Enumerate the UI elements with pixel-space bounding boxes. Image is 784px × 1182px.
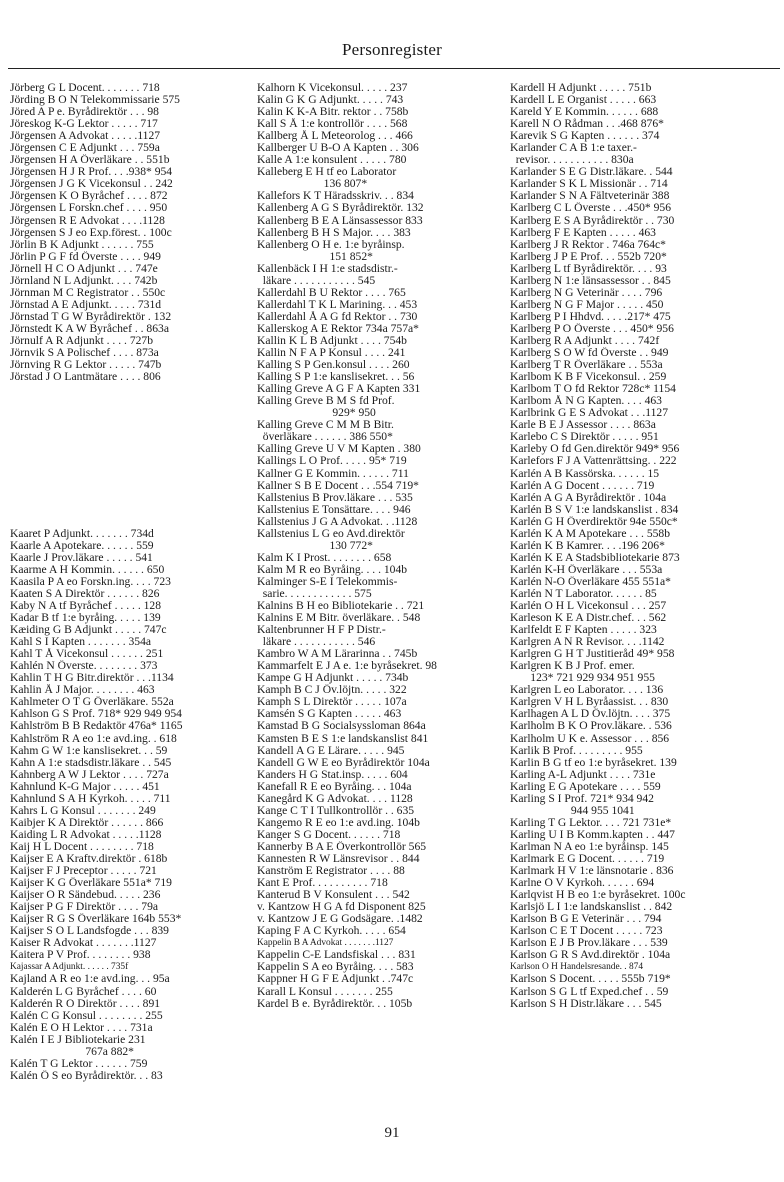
register-entry: Karlholm B K O Prov.läkare. . 536 [510,720,672,733]
register-entry: 944 955 1041 [510,804,635,817]
register-entry: Karleby O fd Gen.direktör 949* 956 [510,443,680,456]
register-entry [10,504,246,516]
register-entry: Kallenberg O H e. 1:e byråinsp. [257,238,405,251]
register-entry [10,480,246,492]
register-entry [10,455,246,467]
register-entry: Jörgensen H A Överläkare . . 551b [10,154,170,167]
register-entry: Kappelin S A eo Byråing. . . . 583 [257,961,414,974]
register-entry: Karell N O Rådman . . .468 876* [510,118,664,131]
register-entry [10,419,246,431]
register-entry [10,407,246,419]
register-entry: Kahlén N Överste. . . . . . . . 373 [10,660,158,673]
register-entry: Jörgensen S J eo Exp.förest. . 100c [10,226,172,239]
register-entry: Kaiding L R Advokat . . . . .1128 [10,828,162,841]
register-entry [10,395,246,407]
register-entry: Karlgren K B J Prof. emer. [510,660,635,673]
register-entry: Karlbom Å N G Kapten. . . . 463 [510,395,662,408]
register-entry: Kahlström R A eo 1:e avd.ing. . 618 [10,732,177,745]
register-entry: Kahlson G S Prof. 718* 929 949 954 [10,708,182,721]
register-entry: Karlbom K B F Vicekonsul. . 259 [510,371,667,384]
register-entry: Jörnell H C O Adjunkt . . . 747e [10,262,158,275]
register-entry: Kallner G E Kommin. . . . . . 711 [257,467,409,480]
register-entry: Kalhorn K Vicekonsul. . . . . 237 [257,82,408,94]
register-entry: Kappelin B A Advokat . . . . . . .1127 [257,938,394,949]
register-entry: Karlfeldt E F Kapten . . . . . 323 [510,624,657,637]
register-entry: Karle B E J Assessor . . . . 863a [510,419,656,432]
register-entry: Kaltenbrunner H F P Distr.- [257,624,386,637]
register-entry: Karlberg N G Veterinär . . . . 796 [510,286,663,299]
register-entry: Karlhagen A L D Öv.löjtn. . . . 375 [510,708,671,721]
register-entry: Kall S Å 1:e kontrollör . . . . 568 [257,118,408,131]
register-entry: Jörgensen R E Advokat . . . .1128 [10,214,165,227]
register-entry: Kalling Greve C M M B Bitr. [257,419,394,432]
register-entry: Kallberg Å L Meteorolog . . . 466 [257,130,413,143]
register-entry [10,492,246,504]
register-entry: Kammarfelt E J A e. 1:e byråsekret. 98 [257,660,437,673]
register-entry: Kallerdahl T K L Marining. . . 453 [257,298,418,311]
register-entry: Kallstenius L G eo Avd.direktör [257,527,405,540]
register-entry: 929* 950 [257,407,376,420]
register-entry: Karlén G H Överdirektör 94e 550c* [510,515,678,528]
register-entry: Kahlmeter O T G Överläkare. 552a [10,696,174,709]
register-entry: Kamstad B G Socialsyssloman 864a [257,720,426,733]
register-entry: Kallefors K T Häradsskriv. . . 834 [257,190,414,203]
register-entry: Karlén K B Kamrer. . . .196 206* [510,539,665,552]
register-entry: Kaiser R Advokat . . . . . . .1127 [10,937,157,950]
register-entry: Karlén B S V 1:e landskanslist . 834 [510,503,679,516]
register-entry: Jörgensen H J R Prof. . . .938* 954 [10,166,173,179]
register-entry: läkare . . . . . . . . . . . 546 [257,636,376,649]
register-entry: Jörding B O N Telekommissarie 575 [10,94,180,107]
register-entry: Karlson O H Handelsresande. . 874 [510,962,644,973]
register-column-3 [510,82,772,1010]
register-entry: Karlberg N G F Major . . . . . 450 [510,298,664,311]
register-entry: Kallin K L B Adjunkt . . . . 754b [257,334,407,347]
register-entry: Jörnstad T G W Byrådirektör . 132 [10,310,172,323]
register-entry: Kaijser R G S Överläkare 164b 553* [10,913,182,926]
register-entry: Jörlin B K Adjunkt . . . . . . 755 [10,238,154,251]
header-rule [8,68,780,69]
register-entry: Kaarle A Apotekare. . . . . . 559 [10,539,154,552]
register-entry: Kaaten S A Direktör . . . . . . 826 [10,587,160,600]
register-entry: Karlberg E S A Byrådirektör . . 730 [510,214,675,227]
register-entry: Karlik B Prof. . . . . . . . . 955 [510,744,643,757]
register-entry: Kaijser E A Kraftv.direktör . 618b [10,853,168,865]
register-entry: Karlberg J R Rektor . 746a 764c* [510,238,666,251]
register-entry: Kallenberg A G S Byrådirektör. 132 [257,202,424,215]
register-entry: Karling E G Apotekare . . . . 559 [510,780,661,793]
register-entry: Kanger S G Docent. . . . . . 718 [257,828,401,841]
register-entry: Kallstenius E Tonsättare. . . . 946 [257,503,411,516]
register-entry: Kahl S I Kapten . . . . . . . 354a [10,636,152,649]
register-entry: Kahlström B B Redaktör 476a* 1165 [10,720,183,733]
register-entry: Jörberg G L Docent. . . . . . . 718 [10,82,160,94]
register-column-1 [10,82,246,1082]
register-entry: Karlander S E G Distr.läkare. . 544 [510,166,673,179]
register-entry: Kannerby B A E Överkontrollör 565 [257,840,427,853]
register-entry: Jöred A P e. Byrådirektör . . . 98 [10,106,159,119]
register-entry: Kahnlund S A H Kyrkoh. . . . . 711 [10,792,171,805]
register-entry: Kajassar A Adjunkt. . . . . . 735f [10,962,129,973]
register-entry: Karlén N-O Överläkare 455 551a* [510,575,671,588]
register-entry: Kahn A 1:e stadsdistr.läkare . . 545 [10,756,172,769]
register-entry: Kaijser K G Överläkare 551a* 719 [10,877,172,890]
register-entry: Karlander S N A Fältveterinär 388 [510,190,670,203]
register-entry: Kalin G K G Adjunkt. . . . . 743 [257,94,404,107]
register-entry: Karlberg N 1:e länsassessor . . 845 [510,274,671,287]
register-entry: Kannesten R W Länsrevisor . . 844 [257,853,420,865]
register-entry: Kallstenius J G A Advokat. . .1128 [257,515,418,528]
register-entry: Kahl T Å Vicekonsul . . . . . . 251 [10,648,164,661]
register-entry: Karlholm U K e. Assessor . . . 856 [510,732,670,745]
register-entry: överläkare . . . . . . 386 550* [257,431,393,444]
register-entry: Kaijser O R Sändebud. . . . . 236 [10,889,161,902]
register-entry: Kalling S P Gen.konsul . . . . 260 [257,359,410,372]
register-entry: Karlén A G Docent . . . . . . 719 [510,479,655,492]
register-entry: v. Kantzow J E G Godsägare. .1482 [257,913,423,926]
register-entry: Jöreskog K-G Lektor . . . . . 717 [10,118,158,131]
register-entry: Kappelin C-E Landsfiskal . . . 831 [257,949,416,962]
register-entry: Karlson S G L tf Exped.chef . . 59 [510,985,669,998]
register-entry: Kaibjer K A Direktör . . . . . . 866 [10,816,164,829]
register-entry: Karlberg S O W fd Överste . . 949 [510,347,669,360]
register-entry: Kalderén R O Direktör . . . . 891 [10,997,161,1010]
register-entry: Kahnberg A W J Lektor . . . . 727a [10,768,169,781]
register-entry: revisor. . . . . . . . . . . 830a [510,154,634,167]
page-number: 91 [384,1125,400,1141]
register-entry: Kardel B e. Byrådirektör. . . 105b [257,997,413,1010]
register-entry: Jörgensen A Advokat . . . . .1127 [10,130,161,143]
register-entry: Kalén C G Konsul . . . . . . . . 255 [10,1009,163,1022]
register-entry: Kahrs L G Konsul . . . . . . . 249 [10,804,156,817]
register-entry: Jörnvik S A Polischef . . . . 873a [10,347,159,360]
register-entry: Jörnulf A R Adjunkt . . . . 727b [10,334,154,347]
register-entry: 130 772* [257,539,373,552]
register-entry: Karlgren V H L Byråassist. . . 830 [510,696,669,709]
register-entry: Kalén Ö S eo Byrådirektör. . . 83 [10,1069,163,1082]
register-entry: Kallerdahl Å A G fd Rektor . . 730 [257,310,418,323]
register-column-2 [257,82,493,1010]
register-entry: Karlén N T Laborator. . . . . . 85 [510,587,657,600]
register-entry: Karlén O H L Vicekonsul . . . 257 [510,600,667,613]
page-title: Personregister [341,40,443,59]
register-entry: Kanefall R E eo Byråing. . . 104a [257,780,412,793]
register-entry: Karlberg F E Kapten . . . . . 463 [510,226,656,239]
register-entry: Kange C T I Tullkontrollör . . 635 [257,804,415,817]
register-entry: Kallenberg B E A Länsassessor 833 [257,214,423,227]
register-entry: Kalm M R eo Byråing. . . . 104b [257,563,408,576]
register-entry: 151 852* [257,250,373,263]
register-entry: Kaijser S O L Landsfogde . . . 839 [10,925,169,938]
register-entry: Jörnman M C Registrator . . 550c [10,286,166,299]
register-entry: Karlgren G H T Justitieråd 49* 958 [510,648,675,661]
register-entry: Kalin K K-A Bitr. rektor . . 758b [257,106,409,119]
register-entry: v. Kantzow H G A fd Disponent 825 [257,901,426,914]
register-entry: Karlsjö L I 1:e landskanslist . . 842 [510,901,673,914]
register-entry: Kamsten B E S 1:e landskanslist 841 [257,732,429,745]
register-entry: Kalnins B H eo Bibliotekarie . . 721 [257,600,425,613]
register-entry: Karlberg C L Överste . . .450* 956 [510,202,671,215]
register-entry: Jörnving R G Lektor . . . . . 747b [10,359,162,372]
register-entry: Kallings L O Prof. . . . . 95* 719 [257,455,407,468]
register-entry: Karlberg L tf Byrådirektör. . . . 93 [510,262,667,275]
register-entry: Kant E Prof. . . . . . . . . . 718 [257,877,388,890]
register-entry: Kalling Greve A G F A Kapten 331 [257,383,421,396]
register-entry: Kaij H L Docent . . . . . . . . 718 [10,840,154,853]
register-entry: Kanders H G Stat.insp. . . . . 604 [257,768,408,781]
register-entry: Kaijser F J Preceptor . . . . . 721 [10,865,157,878]
register-entry: Kareld Y E Kommin. . . . . . 688 [510,106,659,119]
register-entry: Karlson C E T Docent . . . . . 723 [510,925,663,938]
register-entry: Karlson G R S Avd.direktör . 104a [510,949,671,962]
register-entry: Kahnlund K-G Major . . . . . 451 [10,780,160,793]
register-entry: Kalminger S-E I Telekommis- [257,575,398,588]
register-entry: Karling S I Prof. 721* 934 942 [510,792,654,805]
register-entry: Kallerskog A E Rektor 734a 757a* [257,322,419,335]
register-entry: Karlén A B Kassörska. . . . . . 15 [510,467,660,480]
register-entry [10,468,246,480]
register-entry: Karlén K A M Apotekare . . . 558b [510,527,671,540]
register-entry: Karlgren L eo Laborator. . . . 136 [510,684,664,697]
register-entry: Karlson S H Distr.läkare . . . 545 [510,997,662,1010]
register-entry: Karlberg P O Överste . . . 450* 956 [510,322,674,335]
register-entry: Kangemo R E eo 1:e avd.ing. 104b [257,816,420,829]
register-entry: Kaarle J Prov.läkare . . . . . 541 [10,551,153,564]
register-entry: Jörgensen J G K Vicekonsul . . 242 [10,178,173,191]
register-entry: Karlén K-H Överläkare . . . 553a [510,563,663,576]
register-entry: Kæiding G B Adjunkt . . . . . 747c [10,624,167,637]
register-entry: Karlgren A N R Revisor. . . .1142 [510,636,665,649]
register-entry: Karlin B G tf eo 1:e byråsekret. 139 [510,756,677,769]
register-entry: Kallin N F A P Konsul . . . . 241 [257,347,406,360]
register-entry: Kappner H G F E Adjunkt . .747c [257,973,414,986]
register-entry: Kalleberg E H tf eo Laborator [257,166,397,179]
register-entry: Kalling Greve U V M Kapten . 380 [257,443,421,456]
register-entry: Kalén E O H Lektor . . . . 731a [10,1021,153,1034]
register-entry: Karlander C A B 1:e taxer.- [510,142,637,155]
register-entry: Kanterud B V Konsulent . . . 542 [257,889,410,902]
register-entry: Kalderén L G Byråchef . . . . 60 [10,985,157,998]
register-entry [10,443,246,455]
register-entry: Jörgensen C E Adjunkt . . . 759a [10,142,160,155]
register-entry: Karlebo C S Direktör . . . . . 951 [510,431,659,444]
register-entry: Karlberg P I Hhdvd. . . . .217* 475 [510,310,671,323]
register-entry: 767a 882* [10,1045,134,1058]
register-entry: Kampe G H Adjunkt . . . . . 734b [257,672,409,685]
register-entry: Karlefors F J A Vattenrättsing. . 222 [510,455,677,468]
register-entry: Kahlin Å J Major. . . . . . . . 463 [10,684,155,697]
register-entry: Jörstad J O Lantmätare . . . . 806 [10,371,161,384]
register-entry: Kallenbäck I H 1:e stadsdistr.- [257,262,398,275]
register-entry: Kaarme A H Kommin. . . . . . 650 [10,563,165,576]
register-entry: Kamph B C J Öv.löjtn. . . . . 322 [257,684,407,697]
register-entry: Karlmark H V 1:e länsnotarie . 836 [510,865,674,878]
register-entry: Kaitera P V Prof. . . . . . . . 938 [10,949,151,962]
register-entry: läkare . . . . . . . . . . . 545 [257,274,376,287]
register-entry: Karlmark E G Docent. . . . . . 719 [510,853,665,865]
register-entry: Karling U I B Komm.kapten . . 447 [510,828,675,841]
register-entry [10,431,246,443]
register-entry: Karlqvist H B eo 1:e byråsekret. 100c [510,889,686,902]
register-entry: Jörgensen L Forskn.chef . . . . 950 [10,202,168,215]
register-entry: Kaaret P Adjunkt. . . . . . . 734d [10,527,154,540]
register-entry: Karlson E J B Prov.läkare . . . 539 [510,937,668,950]
register-entry: Kalén T G Lektor . . . . . . 759 [10,1057,148,1070]
register-entry [10,383,246,395]
register-entry: Karlman N A eo 1:e byråinsp. 145 [510,840,669,853]
register-entry: 123* 721 929 934 951 955 [510,672,655,685]
register-entry: Jörnland N L Adjunkt. . . . 742b [10,274,158,287]
register-entry [10,516,246,528]
register-entry: Karlbom T O fd Rektor 728c* 1154 [510,383,676,396]
register-entry: Kahlin T H G Bitr.direktör . . .1134 [10,672,174,685]
register-entry: Kadar B tf 1:e byråing. . . . . 139 [10,612,161,625]
register-entry: Karlbrink G E S Advokat . . .1127 [510,407,669,420]
register-entry: Kalén I E J Bibliotekarie 231 [10,1033,146,1046]
register-entry: Kaijser P G F Direktör . . . . 79a [10,901,159,914]
register-entry: Kallstenius B Prov.läkare . . . 535 [257,491,413,504]
register-entry: Karlne O V Kyrkoh. . . . . . 694 [510,877,655,890]
register-entry: Kalling Greve B M S fd Prof. [257,395,395,408]
register-entry: Jörnstedt K A W Byråchef . . 863a [10,322,169,335]
register-entry: Kandell A G E Lärare. . . . . 945 [257,744,405,757]
register-entry: Kahm G W 1:e kanslisekret. . . 59 [10,744,168,757]
register-entry: Kallerdahl B U Rektor . . . . 765 [257,286,406,299]
register-entry: Karlén K E A Stadsbibliotekarie 873 [510,551,680,564]
register-entry: Jörnstad A E Adjunkt. . . . . 731d [10,298,162,311]
register-entry: Kallner S B E Docent . . .554 719* [257,479,419,492]
register-entry: Kandell G W E eo Byrådirektör 104a [257,756,430,769]
register-entry: Kardell H Adjunkt . . . . . 751b [510,82,652,94]
register-entry: Kaby N A tf Byråchef . . . . . 128 [10,600,162,613]
register-entry: Jörgensen K O Byråchef . . . . 872 [10,190,168,203]
register-entry: Karling T G Lektor. . . . 721 731e* [510,816,672,829]
register-entry: Kamph S L Direktör . . . . . 107a [257,696,407,709]
register-entry: Kambro W A M Lärarinna . . 745b [257,648,418,661]
register-entry: Karlson S Docent. . . . . 555b 719* [510,973,671,986]
register-entry: Jörlin P G F fd Överste . . . . 949 [10,250,161,263]
register-entry: Kalling S P 1:e kanslisekret. . . 56 [257,371,415,384]
register-entry: Kaasila P A eo Forskn.ing. . . . 723 [10,575,171,588]
register-entry: Karlberg R A Adjunkt . . . . 742f [510,334,660,347]
register-entry: Karlén A G A Byrådirektör . 104a [510,491,667,504]
register-entry: Karlson B G E Veterinär . . . 794 [510,913,662,926]
register-entry: Karleson K E A Distr.chef. . . 562 [510,612,667,625]
register-entry: Karlberg J P E Prof. . . 552b 720* [510,250,667,263]
register-entry: Karling A-L Adjunkt . . . . 731e [510,768,656,781]
register-entry: Karall L Konsul . . . . . . . 255 [257,985,393,998]
register-entry: Kalnins E M Bitr. överläkare. . 548 [257,612,421,625]
register-entry: Kanegård K G Advokat. . . . 1128 [257,792,413,805]
register-entry: Kamsén S G Kapten . . . . . 463 [257,708,402,721]
register-entry: Kanström E Registrator . . . . 88 [257,865,405,878]
register-entry: Kaping F A C Kyrkoh. . . . . 654 [257,925,406,938]
register-entry: Kallenberg B H S Major. . . . 383 [257,226,411,239]
register-entry: Kalle A 1:e konsulent . . . . . 780 [257,154,407,167]
register-entry: Kallberger U B-O A Kapten . . 306 [257,142,419,155]
register-entry: sarie. . . . . . . . . . . . 575 [257,587,372,600]
register-entry: 136 807* [257,178,368,191]
register-entry: Karevik S G Kapten . . . . . . 374 [510,130,660,143]
register-entry: Karlander S K L Missionär . . 714 [510,178,668,191]
register-entry: Kardell L E Organist . . . . . 663 [510,94,657,107]
register-entry: Kalm K I Prost. . . . . . . . 658 [257,551,392,564]
register-entry: Kajland A R eo 1:e avd.ing. . . 95a [10,973,170,986]
register-entry: Karlberg T R Överläkare . . 553a [510,359,663,372]
